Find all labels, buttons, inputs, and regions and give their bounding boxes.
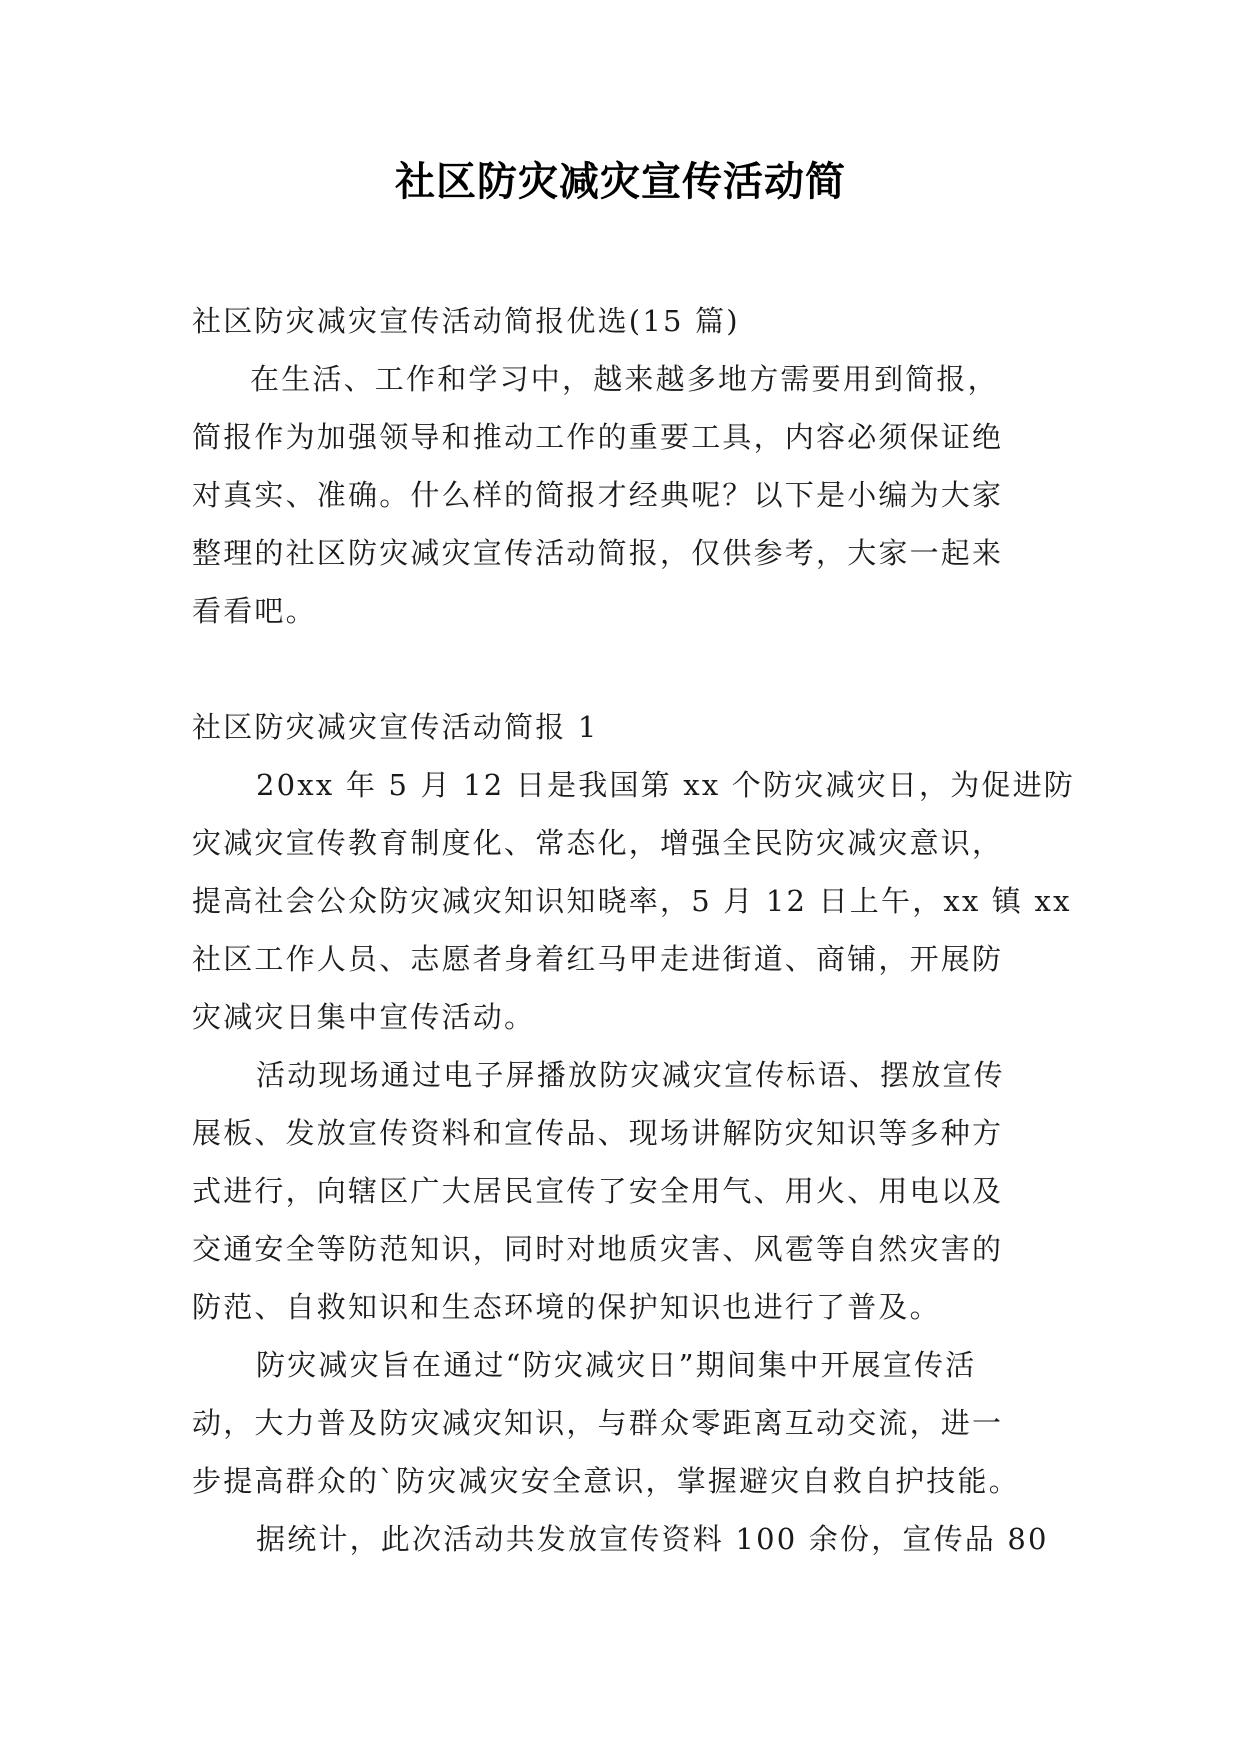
intro-line: 看看吧。 (192, 594, 317, 628)
document-body (192, 292, 1076, 1568)
paragraph-line: 动，大力普及防灾减灾知识，与群众零距离互动交流，进一 (192, 1406, 1004, 1440)
paragraph-line: 防灾减灾旨在通过“防灾减灾日”期间集中开展宣传活 (256, 1348, 977, 1382)
intro-line: 对真实、准确。什么样的简报才经典呢？以下是小编为大家 (192, 478, 1004, 512)
paragraph-line: 活动现场通过电子屏播放防灾减灾宣传标语、摆放宣传 (256, 1058, 1005, 1092)
paragraph-line: 式进行，向辖区广大居民宣传了安全用气、用火、用电以及 (192, 1174, 1004, 1208)
paragraph-line: 20xx 年 5 月 12 日是我国第 xx 个防灾减灾日，为促进防 (256, 768, 1076, 802)
paragraph-line: 交通安全等防范知识，同时对地质灾害、风雹等自然灾害的 (192, 1232, 1004, 1266)
paragraph-1 (192, 756, 1076, 1046)
paragraph-2 (192, 1046, 1050, 1336)
intro-line: 简报作为加强领导和推动工作的重要工具，内容必须保证绝 (192, 420, 1004, 454)
intro-line: 整理的社区防灾减灾宣传活动简报，仅供参考，大家一起来 (192, 536, 1004, 570)
paragraph-line: 提高社会公众防灾减灾知识知晓率，5 月 12 日上午，xx 镇 xx (192, 884, 1072, 918)
paragraph-3 (192, 1336, 1050, 1510)
section-heading: 社区防灾减灾宣传活动简报 1 (192, 710, 599, 744)
paragraph-4 (192, 1510, 1050, 1568)
spacer (192, 640, 1050, 698)
document-subtitle: 社区防灾减灾宣传活动简报优选(15 篇) (192, 304, 740, 338)
paragraph-line: 展板、发放宣传资料和宣传品、现场讲解防灾知识等多种方 (192, 1116, 1004, 1150)
paragraph-line: 步提高群众的`防灾减灾安全意识，掌握避灾自救自护技能。 (192, 1464, 1020, 1498)
paragraph-line: 防范、自救知识和生态环境的保护知识也进行了普及。 (192, 1290, 941, 1324)
paragraph-line: 灾减灾日集中宣传活动。 (192, 1000, 536, 1034)
paragraph-line: 灾减灾宣传教育制度化、常态化，增强全民防灾减灾意识， (192, 826, 1004, 860)
paragraph-line: 社区工作人员、志愿者身着红马甲走进街道、商铺，开展防 (192, 942, 1004, 976)
intro-line: 在生活、工作和学习中，越来越多地方需要用到简报， (250, 362, 999, 396)
document-title: 社区防灾减灾宣传活动简 (395, 158, 846, 205)
intro-paragraph (192, 350, 1050, 640)
paragraph-line: 据统计，此次活动共发放宣传资料 100 余份，宣传品 80 (256, 1522, 1049, 1556)
